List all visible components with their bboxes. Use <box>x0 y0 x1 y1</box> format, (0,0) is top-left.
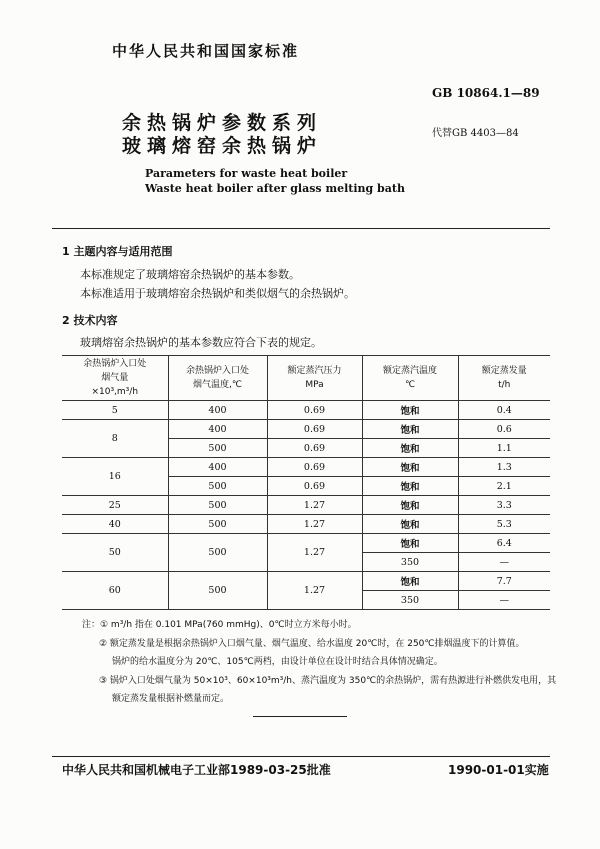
cell: 2.1 <box>458 477 550 496</box>
parameters-table <box>62 355 550 610</box>
table-row <box>62 420 550 439</box>
cell: 60 <box>62 572 168 610</box>
cell: 500 <box>168 496 267 515</box>
table-row <box>62 458 550 477</box>
cell: 1.27 <box>267 515 362 534</box>
cell: 16 <box>62 458 168 496</box>
table-row <box>62 496 550 515</box>
cell: 饱和 <box>362 515 458 534</box>
cell: — <box>458 591 550 610</box>
header-gas-volume: 余热锅炉入口处 烟气量 ×10³,m³/h <box>62 356 168 401</box>
header-steam-pressure: 额定蒸汽压力 MPa <box>267 356 362 401</box>
section-2-heading: 2 技术内容 <box>62 314 118 327</box>
note-3: ③ 锅炉入口处烟气量为 50×10³、60×10³m³/h、蒸汽温度为 350℃的余热锅炉，需有热源进行补燃供发电用，其 <box>99 676 557 686</box>
note-2-continued: 锅炉的给水温度分为 20℃、105℃两档，由设计单位在设计时结合具体情况确定。 <box>112 657 443 667</box>
cell: 400 <box>168 420 267 439</box>
cell: — <box>458 553 550 572</box>
cell: 3.3 <box>458 496 550 515</box>
cell: 25 <box>62 496 168 515</box>
title-line-1: 余热锅炉参数系列 <box>122 112 323 134</box>
cell: 0.4 <box>458 401 550 420</box>
end-rule <box>253 716 347 717</box>
replaces-note: 代替GB 4403—84 <box>432 128 519 139</box>
section-1-paragraph: 本标准规定了玻璃熔窑余热锅炉的基本参数。 <box>80 268 300 281</box>
approval-note: 中华人民共和国机械电子工业部1989-03-25批准 <box>62 763 331 777</box>
cell: 饱和 <box>362 420 458 439</box>
note-2: ② 额定蒸发量是根据余热锅炉入口烟气量、烟气温度、给水温度 20℃时，在 250℃排烟温度下的计算值。 <box>99 639 525 649</box>
header-steam-temperature: 额定蒸汽温度 ℃ <box>362 356 458 401</box>
cell: 1.3 <box>458 458 550 477</box>
cell: 500 <box>168 477 267 496</box>
cell: 1.1 <box>458 439 550 458</box>
cell: 5.3 <box>458 515 550 534</box>
cell: 400 <box>168 458 267 477</box>
cell: 0.69 <box>267 401 362 420</box>
cell: 饱和 <box>362 458 458 477</box>
cell: 饱和 <box>362 534 458 553</box>
cell: 8 <box>62 420 168 458</box>
cell: 6.4 <box>458 534 550 553</box>
title-line-2: 玻璃熔窑余热锅炉 <box>122 135 323 157</box>
english-title-1: Parameters for waste heat boiler <box>145 167 348 180</box>
cell: 500 <box>168 572 267 610</box>
national-standard-label: 中华人民共和国国家标准 <box>112 42 300 60</box>
cell: 饱和 <box>362 401 458 420</box>
cell: 0.69 <box>267 458 362 477</box>
section-1-heading: 1 主题内容与适用范围 <box>62 245 173 258</box>
cell: 50 <box>62 534 168 572</box>
section-1-paragraph: 本标准适用于玻璃熔窑余热锅炉和类似烟气的余热锅炉。 <box>80 287 355 300</box>
cell: 5 <box>62 401 168 420</box>
standard-code: GB 10864.1—89 <box>432 86 540 100</box>
header-evaporation: 额定蒸发量 t/h <box>458 356 550 401</box>
header-gas-temperature: 余热锅炉入口处 烟气温度,℃ <box>168 356 267 401</box>
note-3-continued: 额定蒸发量根据补燃量而定。 <box>112 694 230 704</box>
table-header-row <box>62 356 550 401</box>
english-title-2: Waste heat boiler after glass melting bath <box>145 182 405 195</box>
table-row <box>62 401 550 420</box>
cell: 0.69 <box>267 420 362 439</box>
note-1: 注：① m³/h 指在 0.101 MPa(760 mmHg)、0℃时立方米每小时。 <box>82 620 357 630</box>
footer-divider <box>52 756 550 757</box>
cell: 0.69 <box>267 477 362 496</box>
section-2-paragraph: 玻璃熔窑余热锅炉的基本参数应符合下表的规定。 <box>80 336 322 349</box>
cell: 1.27 <box>267 534 362 572</box>
cell: 500 <box>168 534 267 572</box>
cell: 饱和 <box>362 477 458 496</box>
table-row <box>62 534 550 553</box>
cell: 350 <box>362 553 458 572</box>
cell: 7.7 <box>458 572 550 591</box>
cell: 饱和 <box>362 572 458 591</box>
cell: 饱和 <box>362 439 458 458</box>
cell: 400 <box>168 401 267 420</box>
cell: 饱和 <box>362 496 458 515</box>
divider <box>52 228 550 229</box>
effective-date: 1990-01-01实施 <box>448 763 549 777</box>
table-row <box>62 572 550 591</box>
table-row <box>62 515 550 534</box>
cell: 1.27 <box>267 496 362 515</box>
cell: 0.69 <box>267 439 362 458</box>
cell: 500 <box>168 439 267 458</box>
cell: 1.27 <box>267 572 362 610</box>
cell: 500 <box>168 515 267 534</box>
cell: 0.6 <box>458 420 550 439</box>
cell: 350 <box>362 591 458 610</box>
cell: 40 <box>62 515 168 534</box>
